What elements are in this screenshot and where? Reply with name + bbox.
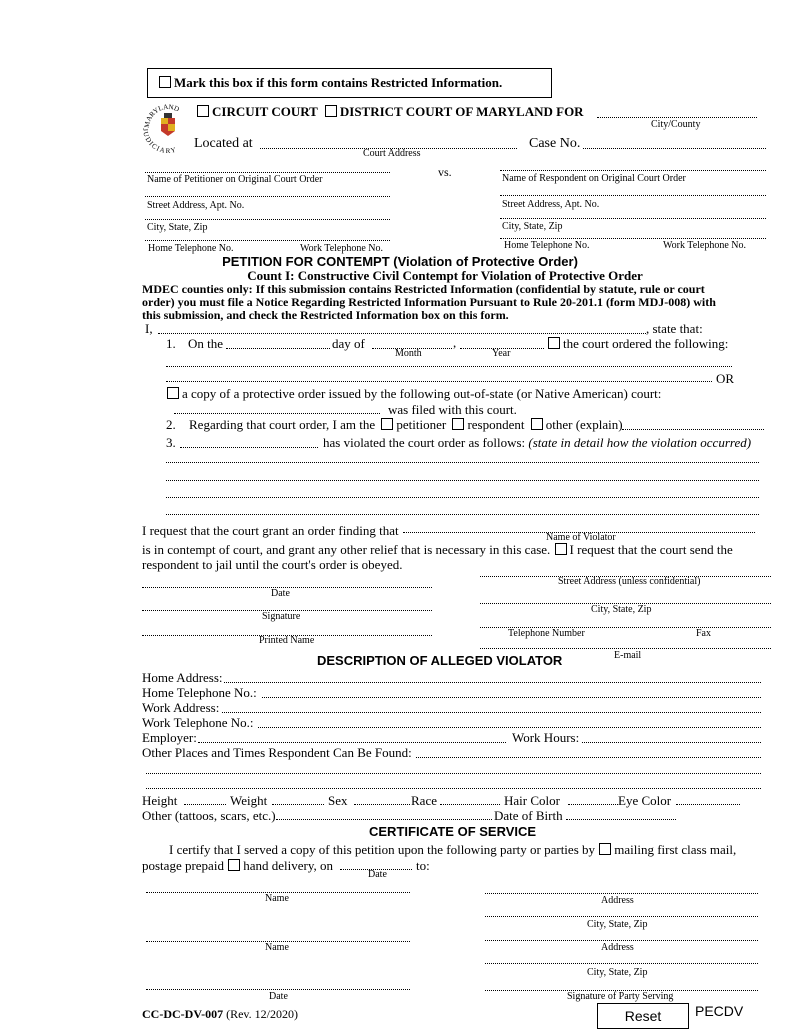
restricted-info-label: Mark this box if this form contains Restricted Information.: [174, 75, 503, 90]
jail-request-line2: respondent to jail until the court's order is obeyed.: [142, 557, 403, 572]
serving-signature-caption: Signature of Party Serving: [567, 991, 674, 1002]
fax-caption: Fax: [696, 628, 711, 639]
violator-name-input[interactable]: [180, 433, 318, 447]
employer-label: Employer:: [142, 730, 197, 745]
city-county-input[interactable]: [597, 103, 757, 117]
was-filed-label: was filed with this court.: [388, 402, 517, 417]
eye-color-input[interactable]: [676, 790, 740, 804]
ordered-detail-line2: [166, 381, 712, 382]
signature-date-input[interactable]: [142, 573, 432, 587]
respondent-street-line: [500, 195, 766, 196]
served1-city-caption: City, State, Zip: [587, 919, 648, 930]
mdec-notice-line2: order) you must file a Notice Regarding Restricted Information Pursuant to Rule 20-201.1 (form MDJ-008) with: [142, 295, 716, 309]
name-of-violator-caption: Name of Violator: [546, 532, 616, 543]
eye-color-line: [676, 804, 740, 805]
work-address-input[interactable]: [222, 698, 761, 712]
hand-delivery-label: hand delivery, on: [243, 858, 333, 873]
work-hours-label: Work Hours:: [512, 730, 580, 745]
home-address-label: Home Address:: [142, 670, 223, 685]
petitioner-name-line: [145, 172, 390, 173]
served1-address-input[interactable]: [485, 879, 758, 893]
out-of-state-court-input[interactable]: [174, 399, 380, 413]
signature-input[interactable]: [142, 596, 432, 610]
count-title: Count I: Constructive Civil Contempt for Violation of Protective Order: [247, 268, 643, 283]
weight-label: Weight: [230, 793, 268, 808]
violation-detail-line4: [166, 514, 759, 515]
out-of-state-order-checkbox[interactable]: [167, 387, 179, 399]
signature-caption: Signature: [262, 611, 301, 622]
petitioner-street-caption: Street Address, Apt. No.: [147, 200, 245, 211]
item2-label: Regarding that court order, I am the: [189, 417, 376, 432]
violator-heading: DESCRIPTION OF ALLEGED VIOLATOR: [317, 653, 563, 668]
order-day-line: [226, 348, 330, 349]
item2-row: [189, 417, 623, 433]
home-address-input[interactable]: [224, 668, 761, 682]
sig-street-input[interactable]: [480, 562, 771, 576]
case-no-line: [583, 148, 766, 149]
violation-detail-input2[interactable]: [166, 466, 759, 480]
item1-number: 1.: [166, 336, 176, 351]
vs-label: vs.: [438, 165, 452, 179]
or-label: OR: [716, 371, 735, 386]
circuit-court-checkbox[interactable]: [197, 105, 209, 117]
item1-on-label: On the: [188, 336, 224, 351]
certificate-line1: [169, 842, 736, 858]
petitioner-name-input[interactable]: [145, 158, 390, 172]
service-date-caption: Date: [368, 869, 387, 880]
mdec-notice-line3: this submission, and check the Restricted Information box on this form.: [142, 308, 509, 322]
seal-top-text: MARYLAND: [143, 102, 181, 129]
case-no-input[interactable]: [583, 134, 766, 148]
form-title: PETITION FOR CONTEMPT (Violation of Protective Order): [222, 254, 578, 269]
reset-label: Reset: [624, 1008, 662, 1024]
restricted-info-checkbox[interactable]: [159, 76, 171, 88]
respondent-name-input[interactable]: [500, 156, 766, 170]
serving-signature-input[interactable]: [485, 976, 758, 990]
dob-input[interactable]: [566, 805, 676, 819]
city-county-caption: City/County: [651, 119, 701, 130]
petitioner-city-input[interactable]: [145, 205, 390, 219]
form-footer: [142, 1007, 298, 1022]
other-places-input3[interactable]: [146, 774, 761, 788]
petitioner-street-input[interactable]: [145, 182, 390, 196]
court-selection-row: [196, 104, 584, 120]
out-of-state-court-line: [174, 413, 380, 414]
violation-detail-input4[interactable]: [166, 500, 759, 514]
violation-instructions: (state in detail how the violation occurred): [528, 435, 752, 450]
other-places-line1: [416, 757, 761, 758]
contempt-label: is in contempt of court, and grant any other relief that is necessary in this case.: [142, 542, 551, 557]
other-marks-input[interactable]: [276, 805, 492, 819]
to-label: to:: [416, 858, 430, 873]
respondent-role-label: respondent: [467, 417, 525, 432]
certificate-text: I certify that I served a copy of this petition upon the following party or parties by: [169, 842, 595, 857]
petitioner-role-checkbox[interactable]: [381, 418, 393, 430]
petitioner-role-label: petitioner: [396, 417, 447, 432]
petitioner-work-tel-caption: Work Telephone No.: [300, 243, 384, 254]
order-day-input[interactable]: [226, 334, 330, 348]
respondent-home-phone-input[interactable]: [500, 224, 630, 238]
petitioner-home-tel-caption: Home Telephone No.: [148, 243, 234, 254]
petitioner-name-caption: Name of Petitioner on Original Court Order: [147, 174, 323, 185]
state-that-label: , state that:: [646, 321, 703, 336]
weight-input[interactable]: [272, 790, 324, 804]
respondent-home-tel-caption: Home Telephone No.: [504, 240, 590, 251]
sig-email-input[interactable]: [480, 634, 771, 648]
height-input[interactable]: [184, 790, 226, 804]
home-telephone-label: Home Telephone No.:: [142, 685, 257, 700]
work-telephone-label: Work Telephone No.:: [142, 715, 254, 730]
sig-city-caption: City, State, Zip: [591, 604, 652, 615]
contempt-row: [142, 542, 733, 558]
respondent-name-line: [500, 170, 766, 171]
petitioner-work-phone-input[interactable]: [270, 226, 390, 240]
hand-delivery-checkbox[interactable]: [228, 859, 240, 871]
order-year-input[interactable]: [460, 334, 544, 348]
respondent-city-line: [500, 218, 766, 219]
other-marks-label: Other (tattoos, scars, etc.): [142, 808, 276, 823]
out-of-state-order-label: a copy of a protective order issued by the following out-of-state (or Native American) court:: [182, 386, 662, 401]
petitioner-home-phone-input[interactable]: [145, 226, 265, 240]
respondent-phone-line: [500, 238, 766, 239]
restricted-info-row: [158, 75, 502, 91]
sex-label: Sex: [328, 793, 348, 808]
sex-input[interactable]: [354, 790, 410, 804]
other-places-input2[interactable]: [146, 759, 761, 773]
item2-number: 2.: [166, 417, 176, 432]
height-label: Height: [142, 793, 178, 808]
respondent-role-checkbox[interactable]: [452, 418, 464, 430]
city-county-line: [597, 117, 757, 118]
respondent-city-caption: City, State, Zip: [502, 221, 563, 232]
petitioner-street-line: [145, 196, 390, 197]
respondent-work-phone-input[interactable]: [636, 224, 766, 238]
hair-color-label: Hair Color: [504, 793, 560, 808]
home-telephone-input[interactable]: [262, 683, 761, 697]
postage-prepaid-label: postage prepaid: [142, 858, 224, 873]
violation-detail-line2: [166, 480, 759, 481]
printed-name-input[interactable]: [142, 621, 432, 635]
court-address-input[interactable]: [260, 134, 517, 148]
violation-detail-input1[interactable]: [166, 448, 759, 462]
respondent-name-caption: Name of Respondent on Original Court Order: [502, 173, 686, 184]
printed-name-caption: Printed Name: [259, 635, 315, 646]
item1-day-of-label: day of: [332, 336, 365, 351]
other-explain-line: [622, 429, 764, 430]
other-explain-input[interactable]: [622, 415, 764, 429]
maryland-judiciary-seal: [143, 98, 193, 156]
seal-icon: [143, 98, 193, 156]
telephone-caption: Telephone Number: [508, 628, 585, 639]
other-marks-line: [276, 819, 492, 820]
other-places-label: Other Places and Times Respondent Can Be Found:: [142, 745, 412, 760]
ordered-detail-input2[interactable]: [166, 367, 712, 381]
sig-telephone-input[interactable]: [480, 613, 630, 627]
case-no-label: Case No.: [529, 136, 581, 151]
jail-request-checkbox[interactable]: [555, 543, 567, 555]
reset-button[interactable]: [597, 1003, 689, 1029]
dob-label: Date of Birth: [494, 808, 563, 823]
form-code: CC-DC-DV-007: [142, 1007, 224, 1021]
court-ordered-checkbox[interactable]: [548, 337, 560, 349]
other-role-checkbox[interactable]: [531, 418, 543, 430]
circuit-court-label: CIRCUIT COURT: [212, 104, 318, 119]
height-line: [184, 804, 226, 805]
mailing-checkbox[interactable]: [599, 843, 611, 855]
petitioner-phone-line: [145, 240, 390, 241]
served2-city-caption: City, State, Zip: [587, 967, 648, 978]
served2-address-input[interactable]: [485, 926, 758, 940]
item1-comma: ,: [453, 335, 457, 350]
hair-color-input[interactable]: [568, 790, 618, 804]
served1-name-caption: Name: [265, 893, 289, 904]
other-places-input1[interactable]: [416, 743, 761, 757]
served2-address-caption: Address: [601, 942, 634, 953]
employer-input[interactable]: [198, 728, 506, 742]
district-court-label: DISTRICT COURT OF MARYLAND FOR: [339, 104, 584, 119]
served2-address-line: [485, 940, 758, 941]
sig-email-line: [480, 648, 771, 649]
mailing-label: mailing first class mail,: [614, 842, 737, 857]
served2-city-line: [485, 963, 758, 964]
court-address-caption: Court Address: [363, 148, 421, 159]
petitioner-city-line: [145, 219, 390, 220]
district-court-checkbox[interactable]: [325, 105, 337, 117]
race-input[interactable]: [440, 790, 500, 804]
work-hours-input[interactable]: [582, 728, 761, 742]
respondent-street-input[interactable]: [500, 181, 766, 195]
violated-label: has violated the court order as follows:: [323, 435, 526, 450]
certificate-line2: [142, 858, 333, 874]
located-at-label: Located at: [194, 136, 253, 151]
month-caption: Month: [395, 348, 422, 359]
ordered-detail-input1[interactable]: [166, 352, 732, 366]
order-month-input[interactable]: [372, 334, 452, 348]
request-label: I request that the court grant an order finding that: [142, 523, 399, 538]
item3-number: 3.: [166, 435, 176, 450]
petitioner-statement-name-input[interactable]: [158, 319, 646, 333]
served2-name-input[interactable]: [146, 927, 410, 941]
respondent-work-tel-caption: Work Telephone No.: [663, 240, 747, 251]
year-caption: Year: [492, 348, 511, 359]
date-caption: Date: [271, 588, 290, 599]
dob-line: [566, 819, 676, 820]
service-date-input[interactable]: [340, 855, 412, 869]
mdec-notice-line1: MDEC counties only: If this submission contains Restricted Information (confidential by statute, rule or court: [142, 282, 705, 296]
final-date-caption: Date: [269, 991, 288, 1002]
form-id-code: PECDV: [695, 1003, 744, 1019]
i-label: I,: [145, 321, 153, 336]
final-date-line: [146, 989, 410, 990]
final-date-input[interactable]: [146, 975, 410, 989]
served2-name-caption: Name: [265, 942, 289, 953]
court-ordered-label: the court ordered the following:: [563, 336, 729, 351]
form-revision: (Rev. 12/2020): [226, 1007, 298, 1021]
served1-address-line: [485, 893, 758, 894]
sig-city-input[interactable]: [480, 589, 771, 603]
court-ordered-row: [547, 336, 728, 352]
work-address-label: Work Address:: [142, 700, 220, 715]
seal-bottom-text: DICIARY: [143, 135, 177, 156]
violation-detail-line1: [166, 462, 759, 463]
jail-request-label: I request that the court send the: [569, 542, 733, 557]
violation-detail-input3[interactable]: [166, 483, 759, 497]
respondent-city-input[interactable]: [500, 204, 766, 218]
served2-city-input[interactable]: [485, 949, 758, 963]
other-role-label: other (explain): [545, 417, 623, 432]
email-caption: E-mail: [614, 650, 642, 661]
served1-address-caption: Address: [601, 895, 634, 906]
respondent-street-caption: Street Address, Apt. No.: [502, 199, 600, 210]
work-telephone-input[interactable]: [258, 713, 761, 727]
contempt-violator-input[interactable]: [403, 518, 755, 532]
sig-fax-input[interactable]: [640, 613, 771, 627]
race-label: Race: [411, 793, 437, 808]
other-places-line3: [146, 788, 761, 789]
served1-name-input[interactable]: [146, 878, 410, 892]
petitioner-city-caption: City, State, Zip: [147, 222, 208, 233]
street-confidential-caption: Street Address (unless confidential): [558, 576, 701, 587]
eye-color-label: Eye Color: [618, 793, 672, 808]
violation-detail-line3: [166, 497, 759, 498]
served1-city-input[interactable]: [485, 902, 758, 916]
served1-city-line: [485, 916, 758, 917]
certificate-heading: CERTIFICATE OF SERVICE: [369, 824, 537, 839]
